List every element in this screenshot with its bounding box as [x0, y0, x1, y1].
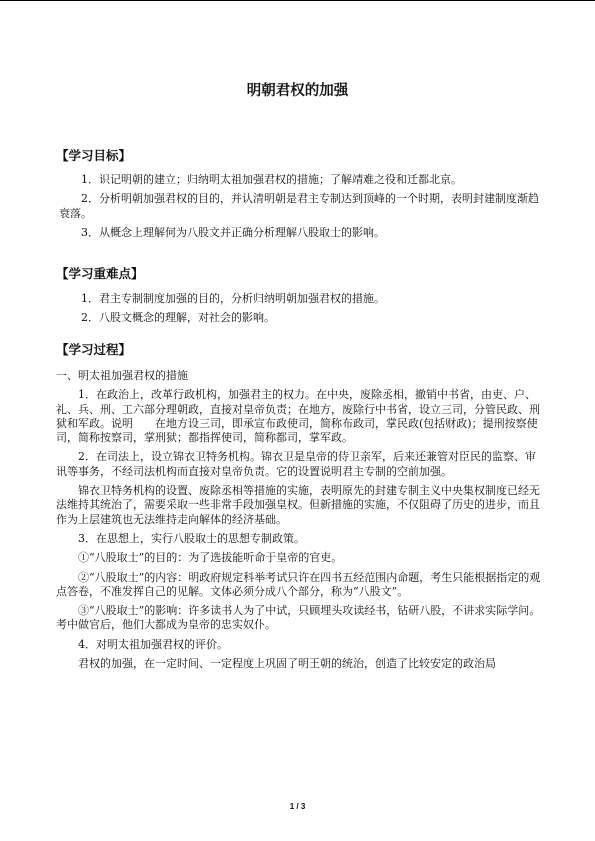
goals-item-3: 3．从概念上理解何为八股文并正确分析理解八股取士的影响。 — [81, 225, 385, 239]
process-paragraph-7: ③“八股取士”的影响：许多读书人为了中试，只顾埋头攻读经书，钻研八股，不讲求实际学问。考中做官后，他们大都成为皇帝的忠实奴仆。 — [56, 604, 541, 632]
key-points-heading: 【学习重难点】 — [56, 266, 144, 281]
process-paragraph-4: 3．在思想上，实行八股取士的思想专制政策。 — [78, 531, 305, 545]
page-title: 明朝君权的加强 — [246, 83, 349, 99]
goals-list — [59, 173, 544, 240]
process-paragraph-1: 1．在政治上，改革行政机构，加强君主的权力。在中央，废除丞相，撤销中书省，由吏、户、礼、兵、刑、工六部分理朝政，直接对皇帝负责；在地方，废除行中书省，设立三司，分管民政、刑狱和军政。说明 在地方设三司，即承宣布政使司，简称布政司，掌民政(包括财政)；提刑按察使司，简称按察司，掌刑狱；都指挥使司，简称都司，掌军政。 — [56, 388, 540, 445]
key-point-item-1: 1．君主专制制度加强的目的，分析归纳明朝加强君权的措施。 — [81, 292, 385, 305]
process-paragraph-6: ②“八股取士”的内容：明政府规定科举考试只许在四书五经范围内命题，考生只能根据指定的观点答卷，不准发挥自己的见解。文体必须分成八个部分，称为“八股文”。 — [56, 570, 541, 598]
process-paragraph-5: ①“八股取士”的目的：为了选拔能听命于皇帝的官吏。 — [78, 551, 343, 565]
process-subheading: 一、明太祖加强君权的措施 — [56, 369, 188, 382]
key-points-list — [59, 292, 544, 326]
goals-item-2: 2．分析明朝加强君权的目的，并认清明朝是君主专制达到顶峰的一个时期，表明封建制度渐趋衰落。 — [59, 192, 539, 220]
process-body — [56, 369, 544, 671]
process-paragraph-2: 2．在司法上，设立锦衣卫特务机构。锦衣卫是皇帝的侍卫亲军，后来还兼管对臣民的监察、审讯等事务，不经司法机构而直接对皇帝负责。它的设置说明君主专制的空前加强。 — [56, 450, 536, 478]
process-paragraph-9: 君权的加强，在一定时间、一定程度上巩固了明王朝的统治，创造了比较安定的政治局 — [78, 657, 496, 671]
page-number: 1 / 3 — [289, 802, 306, 811]
top-rule — [0, 0, 595, 1]
process-heading: 【学习过程】 — [56, 342, 132, 357]
process-paragraph-8: 4．对明太祖加强君权的评价。 — [78, 637, 228, 651]
goals-heading: 【学习目标】 — [56, 148, 132, 163]
key-point-item-2: 2．八股文概念的理解，对社会的影响。 — [81, 311, 275, 325]
process-paragraph-3: 锦衣卫特务机构的设置、废除丞相等措施的实施，表明原先的封建专制主义中央集权制度已经无法维持其统治了，需要采取一些非常手段加强皇权。但新措施的实施，不仅阻碍了历史的进步，而且作为上层建筑也无法维持走向解体的经济基础。 — [56, 484, 540, 526]
goals-item-1: 1．识记明朝的建立；归纳明太祖加强君权的措施；了解靖难之役和迁都北京。 — [81, 173, 462, 186]
